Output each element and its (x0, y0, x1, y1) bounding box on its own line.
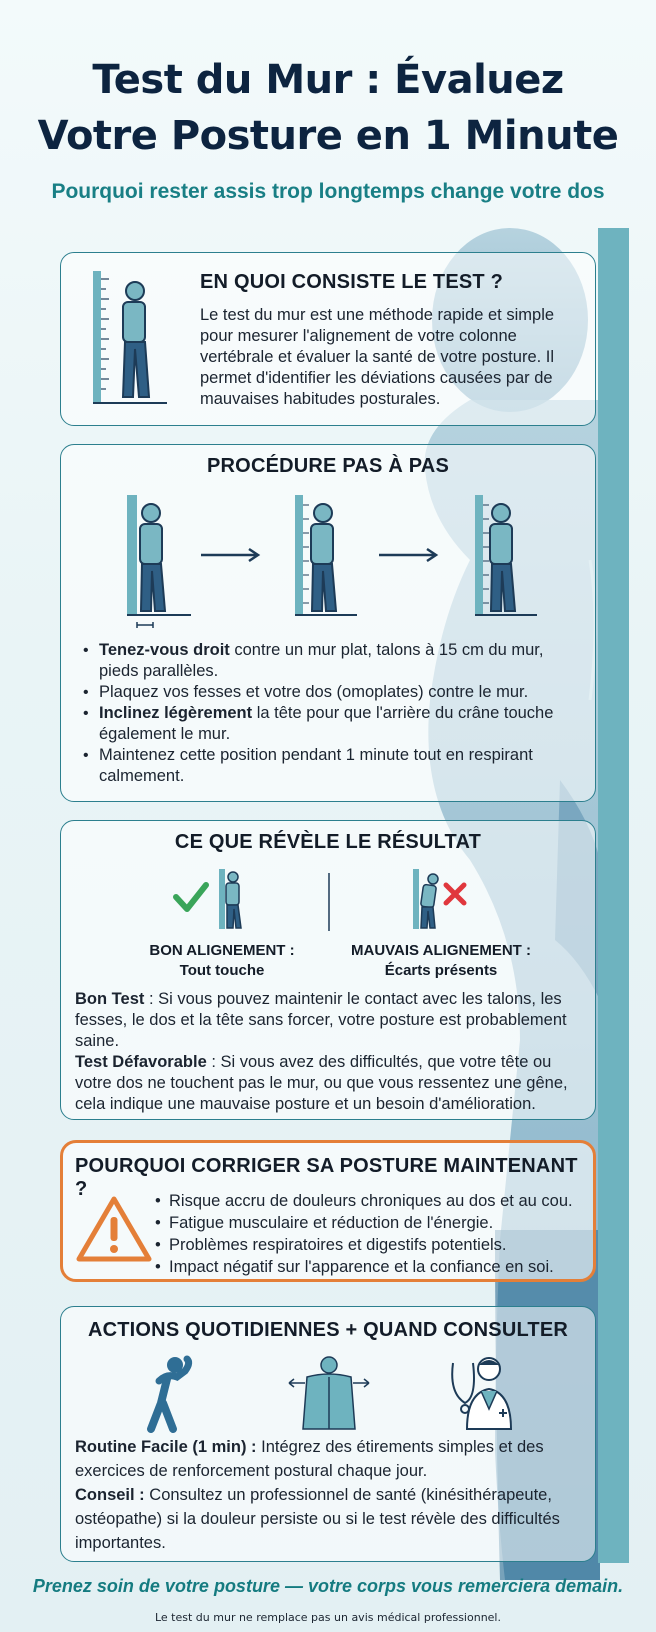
procedure-steps-illustration (61, 491, 597, 641)
why-list (169, 1190, 589, 1278)
stretching-icon (151, 1357, 189, 1429)
why-item: • Problèmes respiratoires et digestifs potentiels. (169, 1234, 589, 1256)
what-heading: EN QUOI CONSISTE LE TEST ? (200, 271, 504, 293)
procedure-card (60, 444, 596, 802)
procedure-step: • Plaquez vos fesses et votre dos (omoplates) contre le mur. (99, 682, 579, 703)
procedure-step: • Inclinez légèrement la tête pour que l'arrière du crâne touche également le mur. (99, 703, 579, 745)
good-alignment-label: BON ALIGNEMENT : Tout touche (149, 942, 295, 979)
what-body: Le test du mur est une méthode rapide et simple pour mesurer l'alignement de votre colonne vertébrale et évaluer la santé de votre posture. Il permet d'identifier les déviations causées par de mauvaises habitudes posturales. (200, 306, 555, 408)
what-is-test-card (60, 252, 596, 426)
step-1-icon (127, 495, 191, 628)
why-item: • Impact négatif sur l'apparence et la confiance en soi. (169, 1256, 589, 1278)
step-3-icon (475, 495, 537, 615)
result-illustration (61, 865, 597, 935)
procedure-step: • Tenez-vous droit contre un mur plat, talons à 15 cm du mur, pieds parallèles. (99, 640, 579, 682)
actions-card (60, 1306, 596, 1562)
step-2-icon (295, 495, 357, 615)
actions-text: Routine Facile (1 min) : Intégrez des étirements simples et des exercices de renforcement postural chaque jour. Conseil : Consultez un professionnel de santé (kinésithérapeute, ostéopathe) si la douleur persiste ou si le test révèle des difficultés importantes. (75, 1438, 560, 1552)
result-explanation: Bon Test : Si vous pouvez maintenir le contact avec les talons, les fesses, le dos et la tête sans forcer, votre posture est probablement saine. Test Défavorable : Si vous avez des difficultés, que votre tête ou votre dos ne touchent pas le mur, ou que vous ressentez une gêne, cela indique une mauvaise posture et un besoin d'amélioration. (75, 990, 568, 1113)
check-icon (176, 885, 206, 909)
disclaimer: Le test du mur ne remplace pas un avis médical professionnel. (154, 1611, 501, 1624)
why-heading: POURQUOI CORRIGER SA POSTURE MAINTENANT ? (75, 1155, 578, 1200)
page-title: Test du Mur : Évaluez Votre Posture en 1 Minute (37, 57, 619, 159)
why-item: • Fatigue musculaire et réduction de l'énergie. (169, 1212, 589, 1234)
cross-icon (446, 885, 464, 903)
procedure-step: • Maintenez cette position pendant 1 minute tout en respirant calmement. (99, 745, 579, 787)
procedure-steps-list (99, 640, 579, 787)
actions-illustration (61, 1353, 597, 1433)
footer-message: Prenez soin de votre posture — votre corps vous remerciera demain. (32, 1576, 624, 1596)
page-subtitle: Pourquoi rester assis trop longtemps change votre dos (51, 180, 605, 203)
result-heading: CE QUE RÉVÈLE LE RÉSULTAT (174, 831, 482, 853)
bad-posture-icon (413, 869, 438, 929)
why-correct-card (60, 1140, 596, 1282)
bad-alignment-label: MAUVAIS ALIGNEMENT : Écarts présents (351, 942, 531, 979)
doctor-icon (452, 1358, 511, 1429)
background-wall (598, 228, 629, 1563)
why-item: • Risque accru de douleurs chroniques au dos et au cou. (169, 1190, 589, 1212)
procedure-heading: PROCÉDURE PAS À PAS (207, 455, 449, 477)
good-posture-icon (219, 869, 241, 929)
person-against-wall-icon (87, 269, 197, 409)
back-muscles-icon (289, 1357, 369, 1429)
warning-icon (75, 1193, 153, 1265)
actions-heading: ACTIONS QUOTIDIENNES + QUAND CONSULTER (87, 1319, 569, 1341)
result-card (60, 820, 596, 1120)
